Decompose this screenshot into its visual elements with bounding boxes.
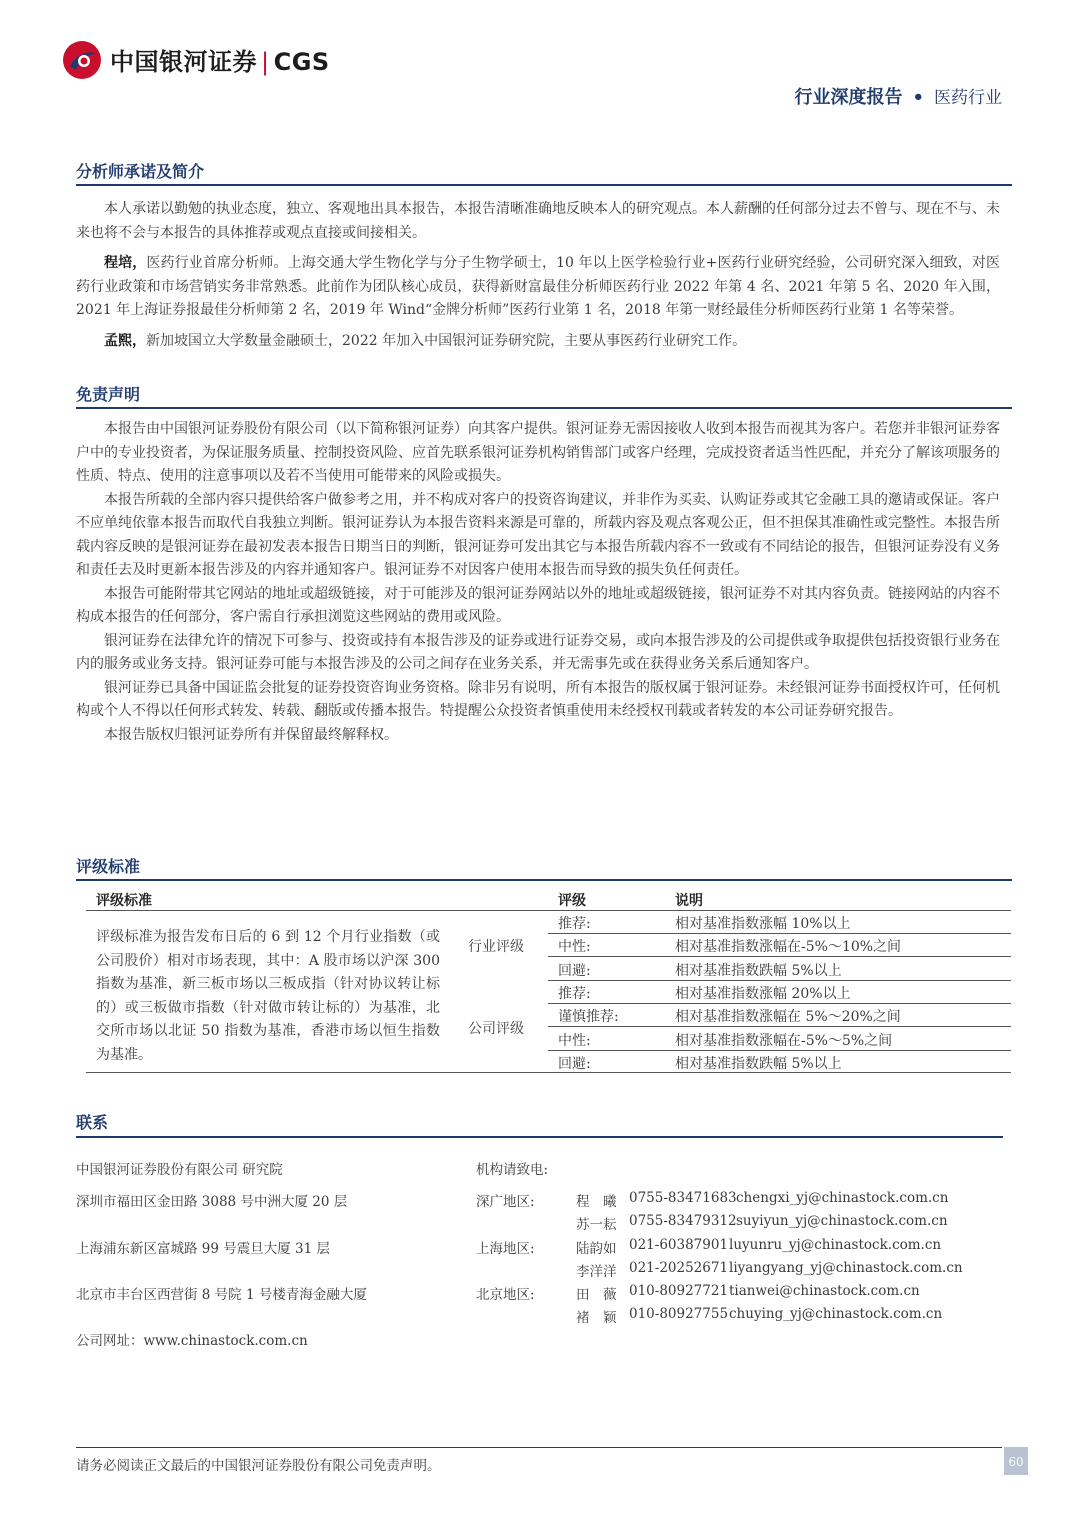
rating-description: 相对基准指数涨幅 10%以上 — [675, 916, 851, 932]
analyst-section-body — [76, 198, 1000, 353]
analyst-bio-1 — [76, 252, 1000, 323]
rating-table — [86, 888, 1011, 1072]
address-shanghai: 上海浦东新区富城路 99 号震旦大厦 31 层 — [76, 1241, 331, 1257]
analyst-pledge: 本人承诺以勤勉的执业态度，独立、客观地出具本报告，本报告清晰准确地反映本人的研究观点。本人薪酬的任何部分过去不曾与、现在不与、未来也将不会与本报告的具体推荐或观点直接或间接相关。 — [76, 201, 1000, 241]
rating-header-standard: 评级标准 — [96, 893, 152, 909]
row-divider — [548, 933, 1011, 934]
contact-section-rule — [76, 1136, 1003, 1138]
disclaimer-paragraph: 银河证券已具备中国证监会批复的证券投资咨询业务资格。除非另有说明，所有本报告的版权属于银河证券。未经银河证券书面授权许可，任何机构或个人不得以任何形式转发、转载、翻版或传播本报告。特提醒公众投资者慎重使用未经授权刊载或者转发的本公司证券研究报告。 — [76, 679, 1000, 719]
analyst-name-1: 程培， — [104, 255, 147, 271]
analyst-name-2: 孟熙， — [104, 332, 146, 349]
contact-name: 褚 颖 — [576, 1310, 617, 1326]
contact-name: 程 曦 — [576, 1194, 617, 1210]
rating-table-bottom-rule — [86, 1072, 1011, 1073]
disclaimer-paragraph: 本报告所载的全部内容只提供给客户做参考之用，并不构成对客户的投资咨询建议，并非作为买卖、认购证券或其它金融工具的邀请或保证。客户不应单纯依靠本报告而取代自我独立判断。银河证券认为本报告资料来源是可靠的，所载内容及观点客观公正，但不担保其准确性或完整性。本报告所载内容反映的是银河证券在最初发表本报告日期当日的判断，银河证券可发出其它与本报告所载内容不一致或有不同结论的报告，但银河证券没有义务和责任去及时更新本报告涉及的内容并通知客户。银河证券不对因客户使用本报告而导致的损失负任何责任。 — [76, 491, 1000, 578]
rating-description: 相对基准指数涨幅在-5%～10%之间 — [675, 939, 902, 955]
address-beijing: 北京市丰台区西营街 8 号院 1 号楼青海金融大厦 — [76, 1287, 367, 1303]
contact-phone: 0755-83471683 — [629, 1190, 737, 1206]
disclaimer-paragraph: 银河证券在法律允许的情况下可参与、投资或持有本报告涉及的证券或进行证券交易，或向本报告涉及的公司提供或争取提供包括投资银行业务在内的服务或业务支持。银河证券可能与本报告涉及的公司之间存在业务关系，并无需事先或在获得业务关系后通知客户。 — [76, 632, 1000, 672]
contact-email[interactable]: chuying_yj@chinastock.com.cn — [729, 1306, 943, 1322]
rating-header-rating: 评级 — [558, 893, 586, 909]
contact-phone: 010-80927721 — [629, 1283, 729, 1299]
disclaimer-paragraph: 本报告由中国银河证券股份有限公司（以下简称银河证券）向其客户提供。银河证券无需因接收人收到本报告而视其为客户。若您并非银河证券客户中的专业投资者，为保证服务质量、控制投资风险、应首先联系银河证券机构销售部门或客户经理，完成投资者适当性匹配，并充分了解该项服务的性质、特点、使用的注意事项以及若不当使用可能带来的风险或损失。 — [76, 421, 1000, 484]
rating-label: 推荐: — [558, 986, 591, 1002]
rating-description: 相对基准指数涨幅在-5%～5%之间 — [675, 1033, 893, 1049]
header-separator: • — [912, 87, 924, 108]
rating-label: 中性: — [558, 1033, 591, 1049]
company-name: 中国银河证券股份有限公司 研究院 — [76, 1162, 283, 1178]
rating-description: 相对基准指数跌幅 5%以上 — [675, 1056, 842, 1072]
row-divider — [548, 1050, 1011, 1051]
company-website: 公司网址：www.chinastock.com.cn — [76, 1333, 308, 1349]
region-label: 上海地区: — [476, 1241, 535, 1257]
address-shenzhen: 深圳市福田区金田路 3088 号中洲大厦 20 层 — [76, 1194, 348, 1210]
rating-standard-description: 评级标准为报告发布日后的 6 到 12 个月行业指数（或公司股价）相对市场表现，其中：A 股市场以沪深 300 指数为基准，新三板市场以三板成指（针对协议转让标的）或三板做市指数（针对做市转让标的）为基准，北交所市场以北证 50 指数为基准，香港市场以恒生指数为基准。 — [96, 929, 440, 1063]
rating-description: 相对基准指数涨幅 20%以上 — [675, 986, 851, 1002]
analyst-section-title: 分析师承诺及简介 — [76, 162, 205, 181]
rating-label: 推荐: — [558, 916, 591, 932]
report-type: 行业深度报告 — [794, 87, 903, 108]
group-divider — [548, 980, 1011, 981]
disclaimer-section-body — [76, 418, 1000, 747]
contact-name: 李洋洋 — [576, 1264, 617, 1280]
brand-logo — [62, 40, 362, 80]
report-category — [794, 83, 1002, 109]
rating-label: 谨慎推荐: — [558, 1009, 619, 1025]
rating-label: 回避: — [558, 963, 591, 979]
row-divider — [548, 1026, 1011, 1027]
page-number: 60 — [1004, 1447, 1028, 1475]
rating-category-company: 公司评级 — [468, 1021, 524, 1037]
rating-header-rule — [86, 910, 1011, 911]
analyst-section-rule — [76, 184, 1012, 186]
disclaimer-section-rule — [76, 407, 1012, 409]
disclaimer-paragraph: 本报告可能附带其它网站的地址或超级链接，对于可能涉及的银河证券网站以外的地址或超级链接，银河证券不对其内容负责。链接网站的内容不构成本报告的任何部分，客户需自行承担浏览这些网站的费用或风险。 — [76, 585, 1000, 625]
analyst-bio-2-text: 新加坡国立大学数量金融硕士，2022 年加入中国银河证券研究院，主要从事医药行业研究工作。 — [146, 332, 747, 349]
footer-disclaimer-note: 请务必阅读正文最后的中国银河证券股份有限公司免责声明。 — [76, 1458, 441, 1474]
row-divider — [548, 956, 1011, 957]
rating-section-rule — [76, 879, 1012, 881]
rating-section-title: 评级标准 — [76, 857, 141, 876]
brand-divider: | — [261, 48, 270, 76]
analyst-bio-2 — [76, 330, 1000, 354]
rating-description: 相对基准指数跌幅 5%以上 — [675, 963, 842, 979]
contact-phone: 010-80927755 — [629, 1306, 729, 1322]
rating-label: 回避: — [558, 1056, 591, 1072]
disclaimer-paragraph: 本报告版权归银河证券所有并保留最终解释权。 — [104, 726, 398, 743]
contact-phone: 021-60387901 — [629, 1237, 729, 1253]
row-divider — [548, 1003, 1011, 1004]
cgs-logo-icon — [62, 40, 102, 80]
rating-description: 相对基准指数涨幅在 5%～20%之间 — [675, 1009, 901, 1025]
analyst-bio-1-text: 医药行业首席分析师。上海交通大学生物化学与分子生物学硕士，10 年以上医学检验行业+医药行业研究经验，公司研究深入细致，对医药行业政策和市场营销实务非常熟悉。此前作为团队核心成员，获得新财富最佳分析师医药行业 2022 年第 4 名、2021 年第 5 名、2020 年入围，2021 年上海证券报最佳分析师第 2 名，2019 年 Wind“金牌分析师”医药行业第 1 名，2018 年第一财经最佳分析师医药行业第 1 名等荣誉。 — [76, 255, 1000, 318]
footer-rule — [76, 1447, 1002, 1448]
contact-email[interactable]: chengxi_yj@chinastock.com.cn — [736, 1190, 949, 1206]
contact-phone: 0755-83479312 — [629, 1213, 737, 1229]
brand-name-cn: 中国银河证券 — [110, 48, 257, 76]
region-label: 北京地区: — [476, 1287, 535, 1303]
contact-name: 陆韵如 — [576, 1241, 617, 1257]
contact-name: 田 薇 — [576, 1287, 617, 1303]
brand-name-en: CGS — [273, 48, 330, 76]
rating-category-industry: 行业评级 — [468, 939, 524, 955]
institution-label: 机构请致电: — [476, 1162, 549, 1178]
contact-email[interactable]: liyangyang_yj@chinastock.com.cn — [729, 1260, 963, 1276]
contact-section-title: 联系 — [76, 1113, 109, 1132]
rating-label: 中性: — [558, 939, 591, 955]
disclaimer-section-title: 免责声明 — [76, 385, 141, 404]
region-label: 深广地区: — [476, 1194, 535, 1210]
rating-header-description: 说明 — [675, 893, 703, 909]
industry-name: 医药行业 — [934, 88, 1002, 108]
contact-email[interactable]: suyiyun_yj@chinastock.com.cn — [736, 1213, 948, 1229]
contact-name: 苏一耘 — [576, 1217, 617, 1233]
contact-email[interactable]: tianwei@chinastock.com.cn — [729, 1283, 920, 1299]
contact-phone: 021-20252671 — [629, 1260, 729, 1276]
brand-name — [110, 42, 330, 77]
contact-email[interactable]: luyunru_yj@chinastock.com.cn — [729, 1237, 942, 1253]
